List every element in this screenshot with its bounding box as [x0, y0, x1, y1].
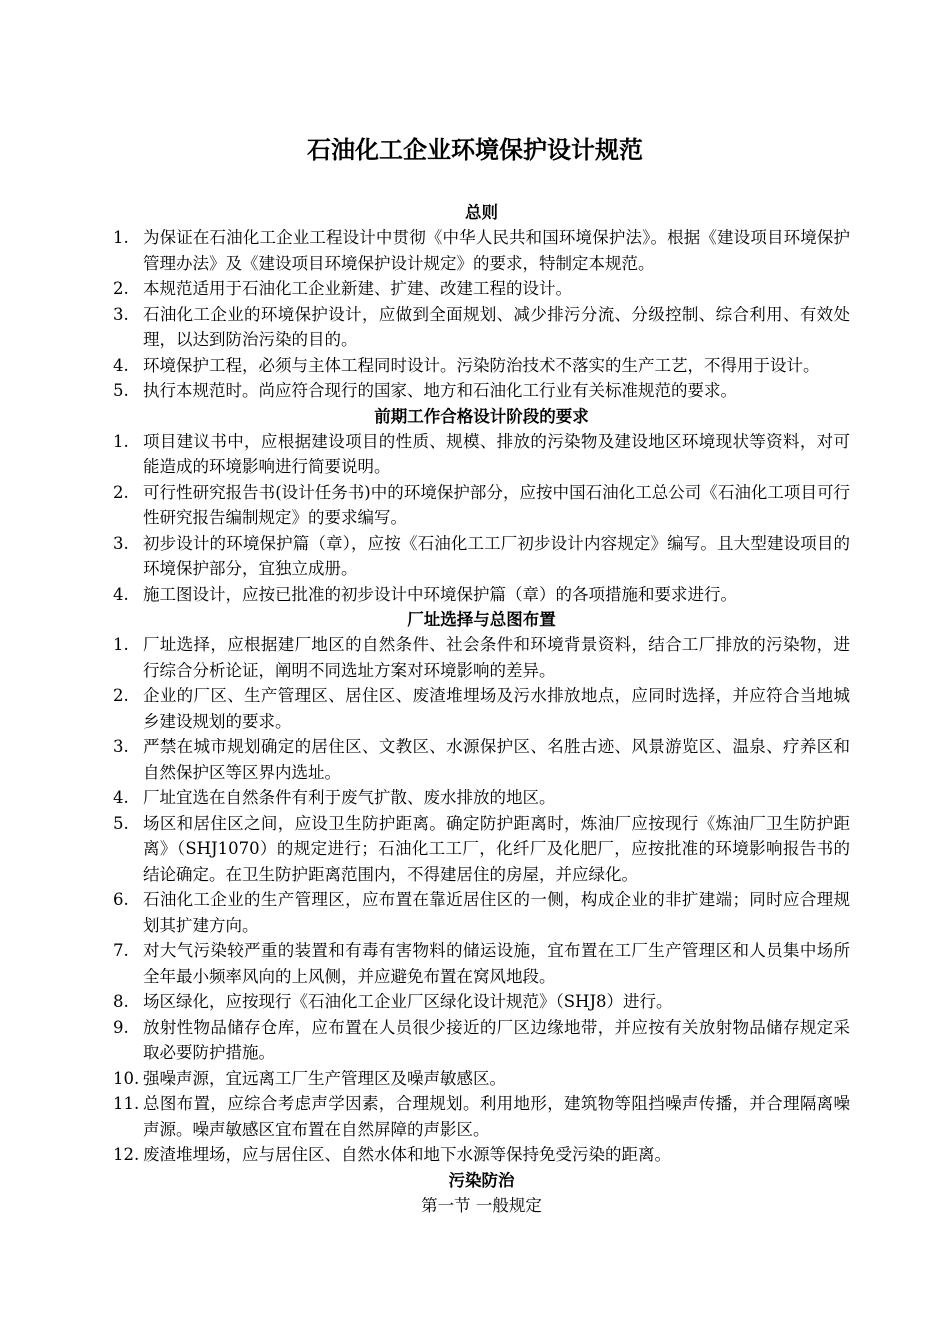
- list-item-text: 总图布置，应综合考虑声学因素，合理规划。利用地形，建筑物等阻挡噪声传播，并合理隔离噪声源。噪声敏感区宜布置在自然屏障的声影区。: [143, 1094, 850, 1139]
- list-item: [113, 811, 850, 888]
- numbered-list: [113, 225, 850, 404]
- list-item-text: 石油化工企业的环境保护设计，应做到全面规划、减少排污分流、分级控制、综合利用、有效处理，以达到防治污染的目的。: [143, 304, 850, 349]
- list-item-text: 可行性研究报告书(设计任务书)中的环境保护部分，应按中国石油化工总公司《石油化工项目可行性研究报告编制规定》的要求编写。: [143, 482, 850, 527]
- list-item: [113, 302, 850, 353]
- list-item: [113, 378, 850, 404]
- list-item-text: 对大气污染较严重的装置和有毒有害物料的储运设施，宜布置在工厂生产管理区和人员集中场所全年最小频率风向的上风侧，并应避免布置在窝风地段。: [143, 941, 850, 986]
- list-item-number: 3.: [113, 304, 129, 324]
- list-item-number: 9.: [113, 1017, 129, 1037]
- subsection-heading: 第一节 一般规定: [421, 1195, 542, 1215]
- list-item: [113, 531, 850, 582]
- list-item-text: 初步设计的环境保护篇（章），应按《石油化工工厂初步设计内容规定》编写。且大型建设项目的环境保护部分，宜独立成册。: [143, 533, 850, 578]
- list-item-number: 10.: [113, 1068, 140, 1088]
- list-item-number: 11.: [113, 1094, 140, 1113]
- list-item-text: 厂址宜选在自然条件有利于废气扩散、废水排放的地区。: [143, 788, 556, 807]
- list-item: [113, 734, 850, 785]
- numbered-list: [113, 429, 850, 608]
- list-item-text: 严禁在城市规划确定的居住区、文教区、水源保护区、名胜古迹、风景游览区、温泉、疗养区和自然保护区等区界内选址。: [143, 737, 850, 782]
- list-item-number: 2.: [113, 279, 129, 298]
- list-item: [113, 785, 850, 811]
- list-item-text: 环境保护工程，必须与主体工程同时设计。污染防治技术不落实的生产工艺，不得用于设计。: [143, 355, 820, 375]
- list-item-number: 1.: [113, 228, 129, 247]
- document-body: [113, 200, 850, 1218]
- document-title: 石油化工企业环境保护设计规范: [307, 135, 643, 164]
- list-item: [113, 582, 850, 608]
- list-item-number: 8.: [113, 992, 129, 1011]
- list-item-number: 6.: [113, 890, 129, 909]
- list-item: [113, 225, 850, 276]
- section-heading: 前期工作合格设计阶段的要求: [374, 406, 589, 426]
- list-item-text: 本规范适用于石油化工企业新建、扩建、改建工程的设计。: [143, 279, 572, 298]
- list-item-text: 施工图设计，应按已批准的初步设计中环境保护篇（章）的各项措施和要求进行。: [143, 584, 737, 604]
- list-item-text: 项目建议书中，应根据建设项目的性质、规模、排放的污染物及建设地区环境现状等资料，对可能造成的环境影响进行简要说明。: [143, 431, 850, 476]
- list-item: [113, 353, 850, 379]
- list-item: [113, 887, 850, 938]
- list-item: [113, 1142, 850, 1168]
- list-item: [113, 683, 850, 734]
- list-item-number: 12.: [113, 1145, 140, 1164]
- list-item-text: 企业的厂区、生产管理区、居住区、废渣堆埋场及污水排放地点，应同时选择，并应符合当地城乡建设规划的要求。: [143, 686, 850, 731]
- list-item: [113, 1066, 850, 1092]
- list-item-number: 3.: [113, 737, 129, 756]
- list-item-number: 5.: [113, 381, 129, 400]
- numbered-list: [113, 632, 850, 1168]
- list-item: [113, 276, 850, 302]
- list-item-text: 场区和居住区之间，应设卫生防护距离。确定防护距离时，炼油厂应按现行《炼油厂卫生防护距离》（SHJ1070）的规定进行；石油化工工厂，化纤厂及化肥厂，应按批准的环境影响报告书的结论确定。在卫生防护距离范围内，不得建居住的房屋，并应绿化。: [143, 813, 850, 884]
- list-item: [113, 1091, 850, 1142]
- list-item-number: 5.: [113, 813, 129, 833]
- list-item: [113, 989, 850, 1015]
- list-item-text: 执行本规范时。尚应符合现行的国家、地方和石油化工行业有关标准规范的要求。: [143, 381, 737, 400]
- list-item-text: 放射性物品储存仓库，应布置在人员很少接近的厂区边缘地带，并应按有关放射物品储存规定采取必要防护措施。: [143, 1017, 850, 1062]
- list-item-text: 石油化工企业的生产管理区，应布置在靠近居住区的一侧，构成企业的非扩建端；同时应合理规划其扩建方向。: [143, 890, 850, 935]
- list-item: [113, 938, 850, 989]
- list-item-text: 强噪声源，宜远离工厂生产管理区及噪声敏感区。: [143, 1068, 506, 1088]
- section-heading: 总则: [465, 203, 498, 222]
- list-item-text: 废渣堆埋场，应与居住区、自然水体和地下水源等保持免受污染的距离。: [143, 1145, 671, 1164]
- list-item-number: 7.: [113, 941, 129, 960]
- list-item-number: 4.: [113, 788, 129, 807]
- list-item-number: 3.: [113, 533, 129, 553]
- list-item-text: 为保证在石油化工企业工程设计中贯彻《中华人民共和国环境保护法》。根据《建设项目环境保护管理办法》及《建设项目环境保护设计规定》的要求，特制定本规范。: [143, 228, 850, 273]
- list-item-number: 2.: [113, 686, 129, 705]
- list-item-text: 场区绿化，应按现行《石油化工企业厂区绿化设计规范》（SHJ8）进行。: [143, 992, 673, 1011]
- list-item-number: 4.: [113, 355, 129, 375]
- list-item: [113, 480, 850, 531]
- list-item-number: 4.: [113, 584, 129, 604]
- list-item: [113, 429, 850, 480]
- list-item-text: 厂址选择，应根据建厂地区的自然条件、社会条件和环境背景资料，结合工厂排放的污染物，进行综合分析论证，阐明不同选址方案对环境影响的差异。: [143, 635, 850, 680]
- section-heading: 厂址选择与总图布置: [407, 610, 556, 629]
- list-item-number: 1.: [113, 635, 129, 654]
- list-item-number: 1.: [113, 431, 129, 451]
- section-heading: 污染防治: [448, 1170, 515, 1190]
- list-item-number: 2.: [113, 482, 129, 502]
- list-item: [113, 1015, 850, 1066]
- list-item: [113, 632, 850, 683]
